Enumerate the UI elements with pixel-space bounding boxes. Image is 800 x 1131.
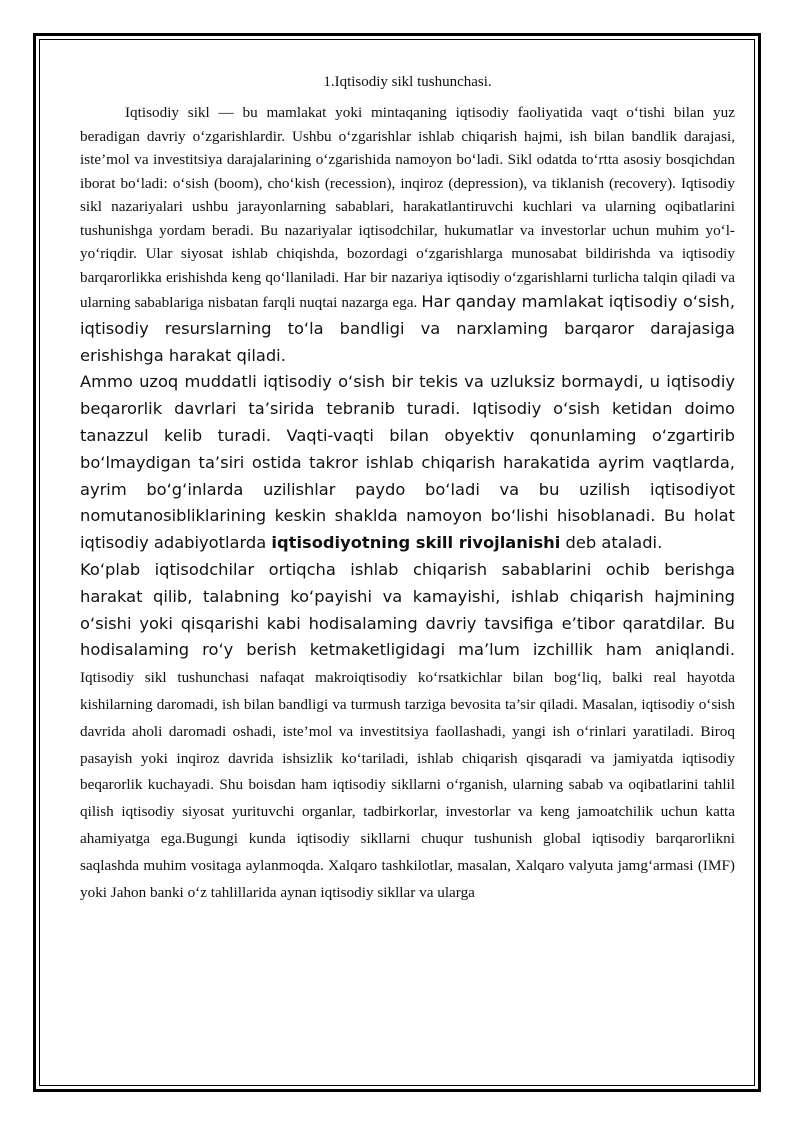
paragraph-1 xyxy=(80,101,735,369)
paragraph-1-text: Iqtisodiy sikl — bu mamlakat yoki mintaqaning iqtisodiy faoliyatida vaqt o‘tishi bilan yuz beradigan davriy o‘zgarishlardir. Ushbu o‘zgarishlar ishlab chiqarish hajmi, ish bilan bandlik darajasi, iste’mol va investitsiya darajalarining o‘zgarishida namoyon bo‘ladi. Sikl odatda to‘rtta asosiy bosqichdan iborat bo‘ladi: o‘sish (boom), cho‘kish (recession), inqiroz (depression), va tiklanish (recovery). Iqtisodiy sikl nazariyalari ushbu jarayonlarning sabablari, harakatlantiruvchi kuchlari va ularning oqibatlarini tushunishga yordam beradi. Bu nazariyalar iqtisodchilar, hukumatlar va investorlar uchun muhim yo‘l-yo‘riqdir. Ular siyosat ishlab chiqishda, bozordagi o‘zgarishlarga munosabat bildirishda va iqtisodiy barqarorlikka erishishda keng qo‘llaniladi. Har bir nazariya iqtisodiy o‘zgarishlarni turlicha talqin qiladi va ularning sabablariga nisbatan farqli nuqtai nazarga ega. xyxy=(80,104,735,311)
document-body xyxy=(80,74,735,905)
paragraph-2-end: deb ataladi. xyxy=(565,533,663,553)
paragraph-2-bold-term: iqtisodiyotning skill rivojlanishi xyxy=(271,533,561,553)
paragraph-2-text: Ammo uzoq muddatli iqtisodiy o‘sish bir tekis va uzluksiz bormaydi, u iqtisodiy beqarorlik davrlari ta’sirida tebranib turadi. Iqtisodiy o‘sish ketidan doimo tanazzul kelib turadi. Vaqti-vaqti bilan obyektiv qonunlaming o‘zgartirib bo‘lmaydigan ta’siri ostida takror ishlab chiqarish harakatida ayrim vaqtlarda, ayrim bo‘g‘inlarda uzilishlar paydo bo‘ladi va bu uzilish iqtisodiyot nomutanosibliklarining keskin shaklda namoyon bo‘lishi hisoblanadi. Bu holat iqtisodiy adabiyotlarda xyxy=(80,372,735,553)
paragraph-2 xyxy=(80,369,735,557)
paragraph-3-text: Ko‘plab iqtisodchilar ortiqcha ishlab chiqarish sabablarini ochib berishga harakat qilib, talabning ko‘payishi va kamayishi, ishlab chiqarish hajmining o‘sishi yoki qisqarishi kabi hodisalaming davriy tavsifiga e’tibor qaratdilar. Bu hodisalaming ro‘y berish ketmaketligidagi ma’lum izchillik ham aniqlandi. xyxy=(80,559,735,660)
paragraph-3-serif-text: Iqtisodiy sikl tushunchasi nafaqat makroiqtisodiy ko‘rsatkichlar bilan bog‘liq, balki real hayotda kishilarning daromadi, ish bilan bandligi va turmush tarziga bevosita ta’sir qiladi. Masalan, iqtisodiy o‘sish davrida aholi daromadi oshadi, iste’mol va investitsiya faollashadi, yangi ish o‘rinlari yaratiladi. Biroq pasayish yoki inqiroz davrida ishsizlik ko‘tariladi, ishlab chiqarish qisqaradi va jamiyatda iqtisodiy beqarorlik kuchayadi. Shu boisdan ham iqtisodiy sikllarni o‘rganish, ularning sabab va oqibatlarini tahlil qilish iqtisodiy siyosat yurituvchi organlar, tadbirkorlar, investorlar va keng jamoatchilik uchun katta ahamiyatga ega.Bugungi kunda iqtisodiy sikllarni chuqur tushunish global iqtisodiy barqarorlikni saqlashda muhim vositaga aylanmoqda. Xalqaro tashkilotlar, masalan, Xalqaro valyuta jamg‘armasi (IMF) yoki Jahon banki o‘z tahlillarida aynan iqtisodiy sikllar va ularga xyxy=(80,669,735,901)
paragraph-3 xyxy=(80,557,735,905)
paragraph-1-sans-text: Har qanday mamlakat iqtisodiy o‘sish, iqtisodiy resurslarning to‘la bandligi va narxlaming barqaror darajasiga erishishga harakat qiladi. xyxy=(80,292,735,365)
document-title: 1.Iqtisodiy sikl tushunchasi. xyxy=(323,74,492,90)
